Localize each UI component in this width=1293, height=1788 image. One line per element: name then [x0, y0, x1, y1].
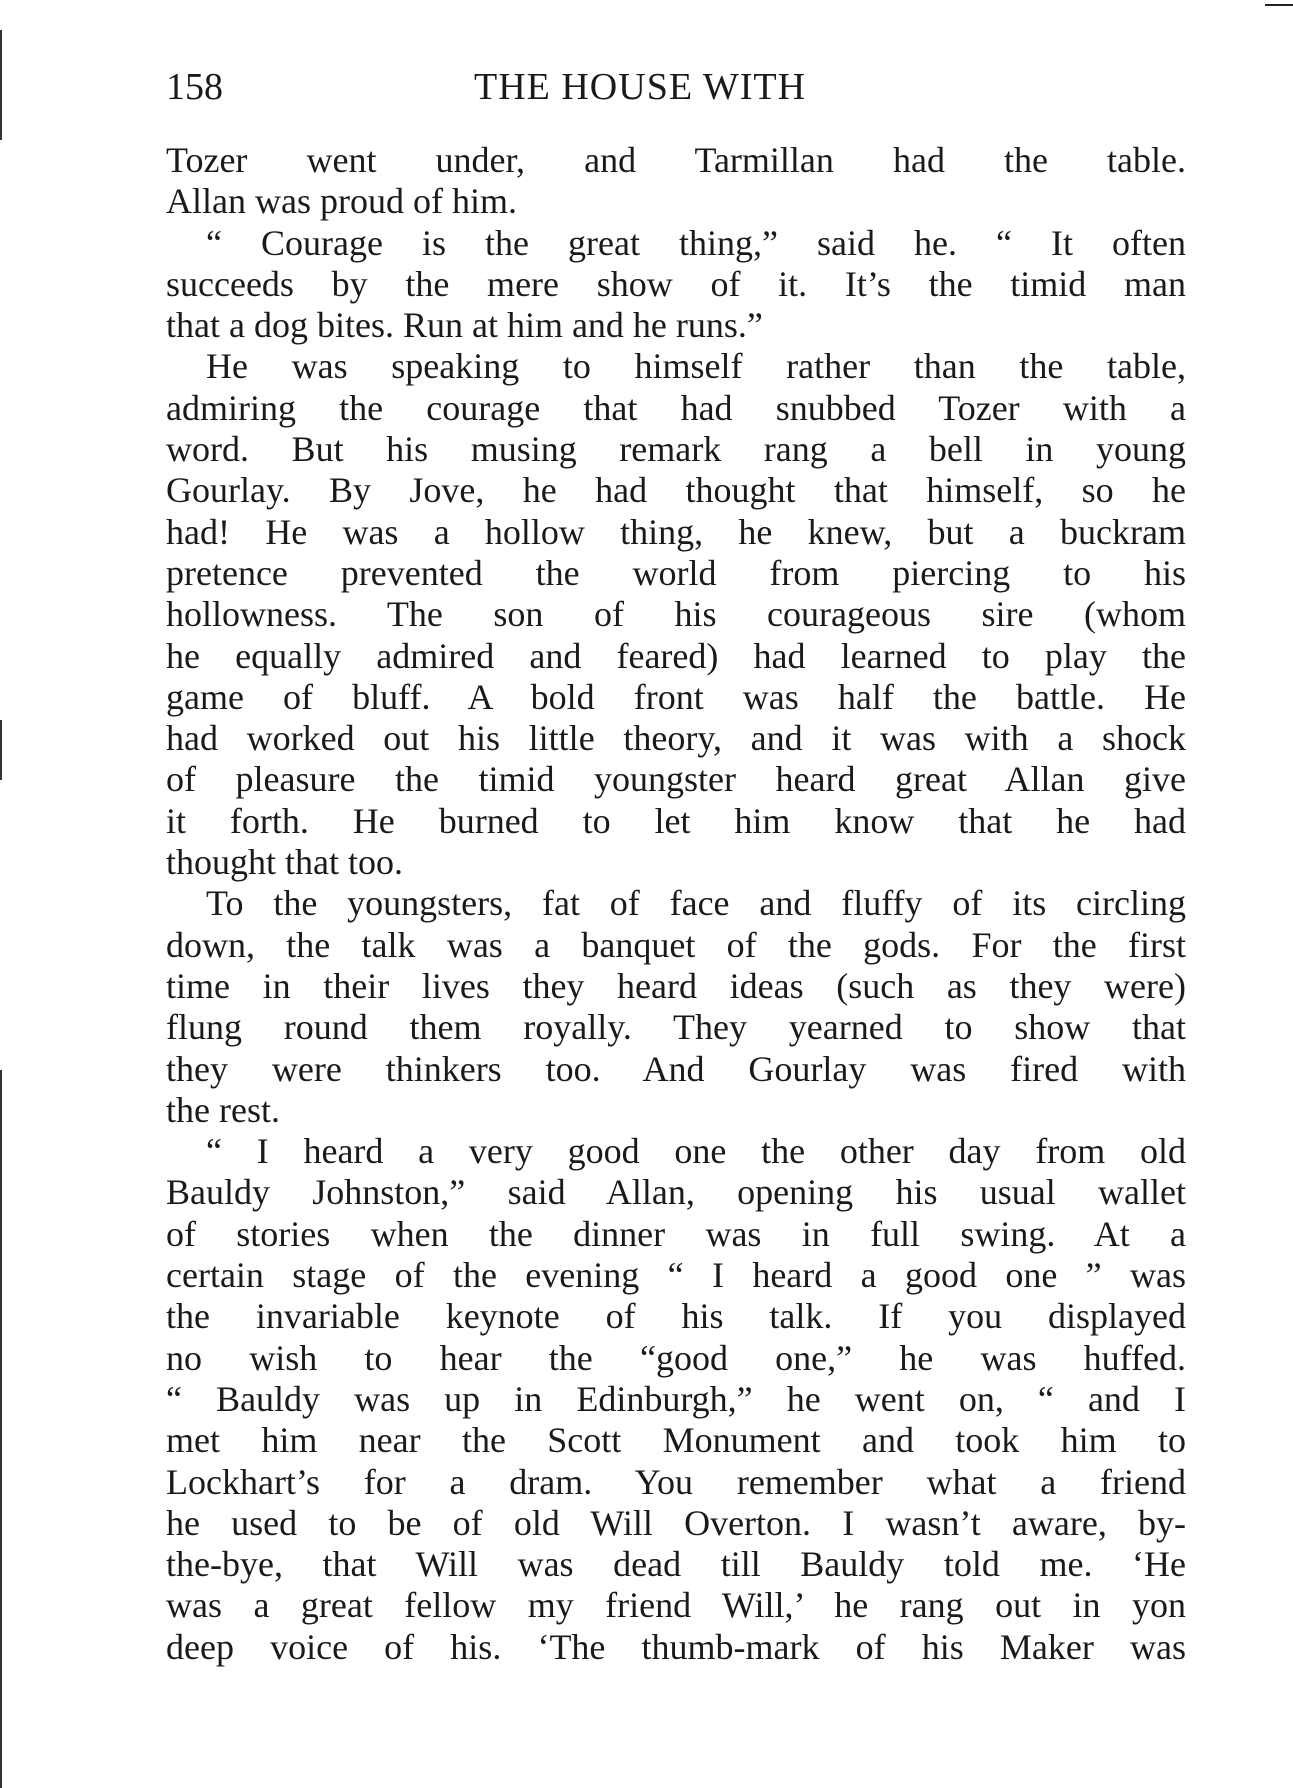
text-line: Allan was proud of him. — [166, 181, 517, 222]
text-line: the invariable keynote of his talk. If you displayed — [166, 1296, 1186, 1337]
page-header — [166, 62, 1176, 112]
text-line: Gourlay. By Jove, he had thought that himself, so he — [166, 470, 1186, 511]
text-line: it forth. He burned to let him know that he had — [166, 800, 1186, 841]
text-line: that a dog bites. Run at him and he runs.” — [166, 305, 763, 346]
text-line: He was speaking to himself rather than the table, — [206, 346, 1186, 387]
text-line: had! He was a hollow thing, he knew, but a buckram — [166, 511, 1186, 552]
text-line: word. But his musing remark rang a bell in young — [166, 429, 1186, 470]
scan-mark — [1265, 4, 1293, 6]
text-line: had worked out his little theory, and it was with a shock — [166, 718, 1186, 759]
text-line: flung round them royally. They yearned to show that — [166, 1007, 1186, 1048]
body-text — [166, 140, 1186, 1668]
text-line: time in their lives they heard ideas (such as they were) — [166, 965, 1186, 1006]
scan-edge-mark — [0, 30, 2, 140]
page-number: 158 — [166, 66, 223, 108]
text-line: “ I heard a very good one the other day from old — [206, 1131, 1186, 1172]
text-line: succeeds by the mere show of it. It’s the timid man — [166, 263, 1186, 304]
running-title: THE HOUSE WITH — [474, 66, 807, 108]
scan-edge-mark — [0, 720, 2, 780]
text-line: game of bluff. A bold front was half the battle. He — [166, 676, 1186, 717]
text-line: “ Courage is the great thing,” said he. “ It often — [206, 222, 1186, 263]
text-line: the-bye, that Will was dead till Bauldy told me. ‘He — [166, 1544, 1186, 1585]
text-line: Lockhart’s for a dram. You remember what a friend — [166, 1461, 1186, 1502]
text-line: he used to be of old Will Overton. I wasn’t aware, by- — [166, 1502, 1186, 1543]
text-line: certain stage of the evening “ I heard a good one ” was — [166, 1255, 1186, 1296]
text-line: no wish to hear the “good one,” he was huffed. — [166, 1337, 1186, 1378]
text-line: To the youngsters, fat of face and fluffy of its circling — [206, 883, 1186, 924]
text-line: met him near the Scott Monument and took him to — [166, 1420, 1186, 1461]
text-line: of stories when the dinner was in full swing. At a — [166, 1213, 1186, 1254]
text-line: the rest. — [166, 1089, 280, 1130]
text-line: Bauldy Johnston,” said Allan, opening his usual wallet — [166, 1172, 1186, 1213]
text-line: he equally admired and feared) had learned to play the — [166, 635, 1186, 676]
text-line: Tozer went under, and Tarmillan had the table. — [166, 140, 1186, 180]
scan-edge-mark — [0, 1070, 2, 1788]
text-line: admiring the courage that had snubbed Tozer with a — [166, 387, 1186, 428]
text-line: they were thinkers too. And Gourlay was fired with — [166, 1048, 1186, 1089]
text-line: pretence prevented the world from piercing to his — [166, 552, 1186, 593]
text-line: down, the talk was a banquet of the gods. For the first — [166, 924, 1186, 965]
text-line: “ Bauldy was up in Edinburgh,” he went on, “ and I — [166, 1378, 1186, 1419]
text-line: hollowness. The son of his courageous sire (whom — [166, 594, 1186, 635]
text-line: thought that too. — [166, 842, 403, 883]
text-line: deep voice of his. ‘The thumb-mark of his Maker was — [166, 1626, 1186, 1667]
text-line: of pleasure the timid youngster heard great Allan give — [166, 759, 1186, 800]
text-line: was a great fellow my friend Will,’ he rang out in yon — [166, 1585, 1186, 1626]
